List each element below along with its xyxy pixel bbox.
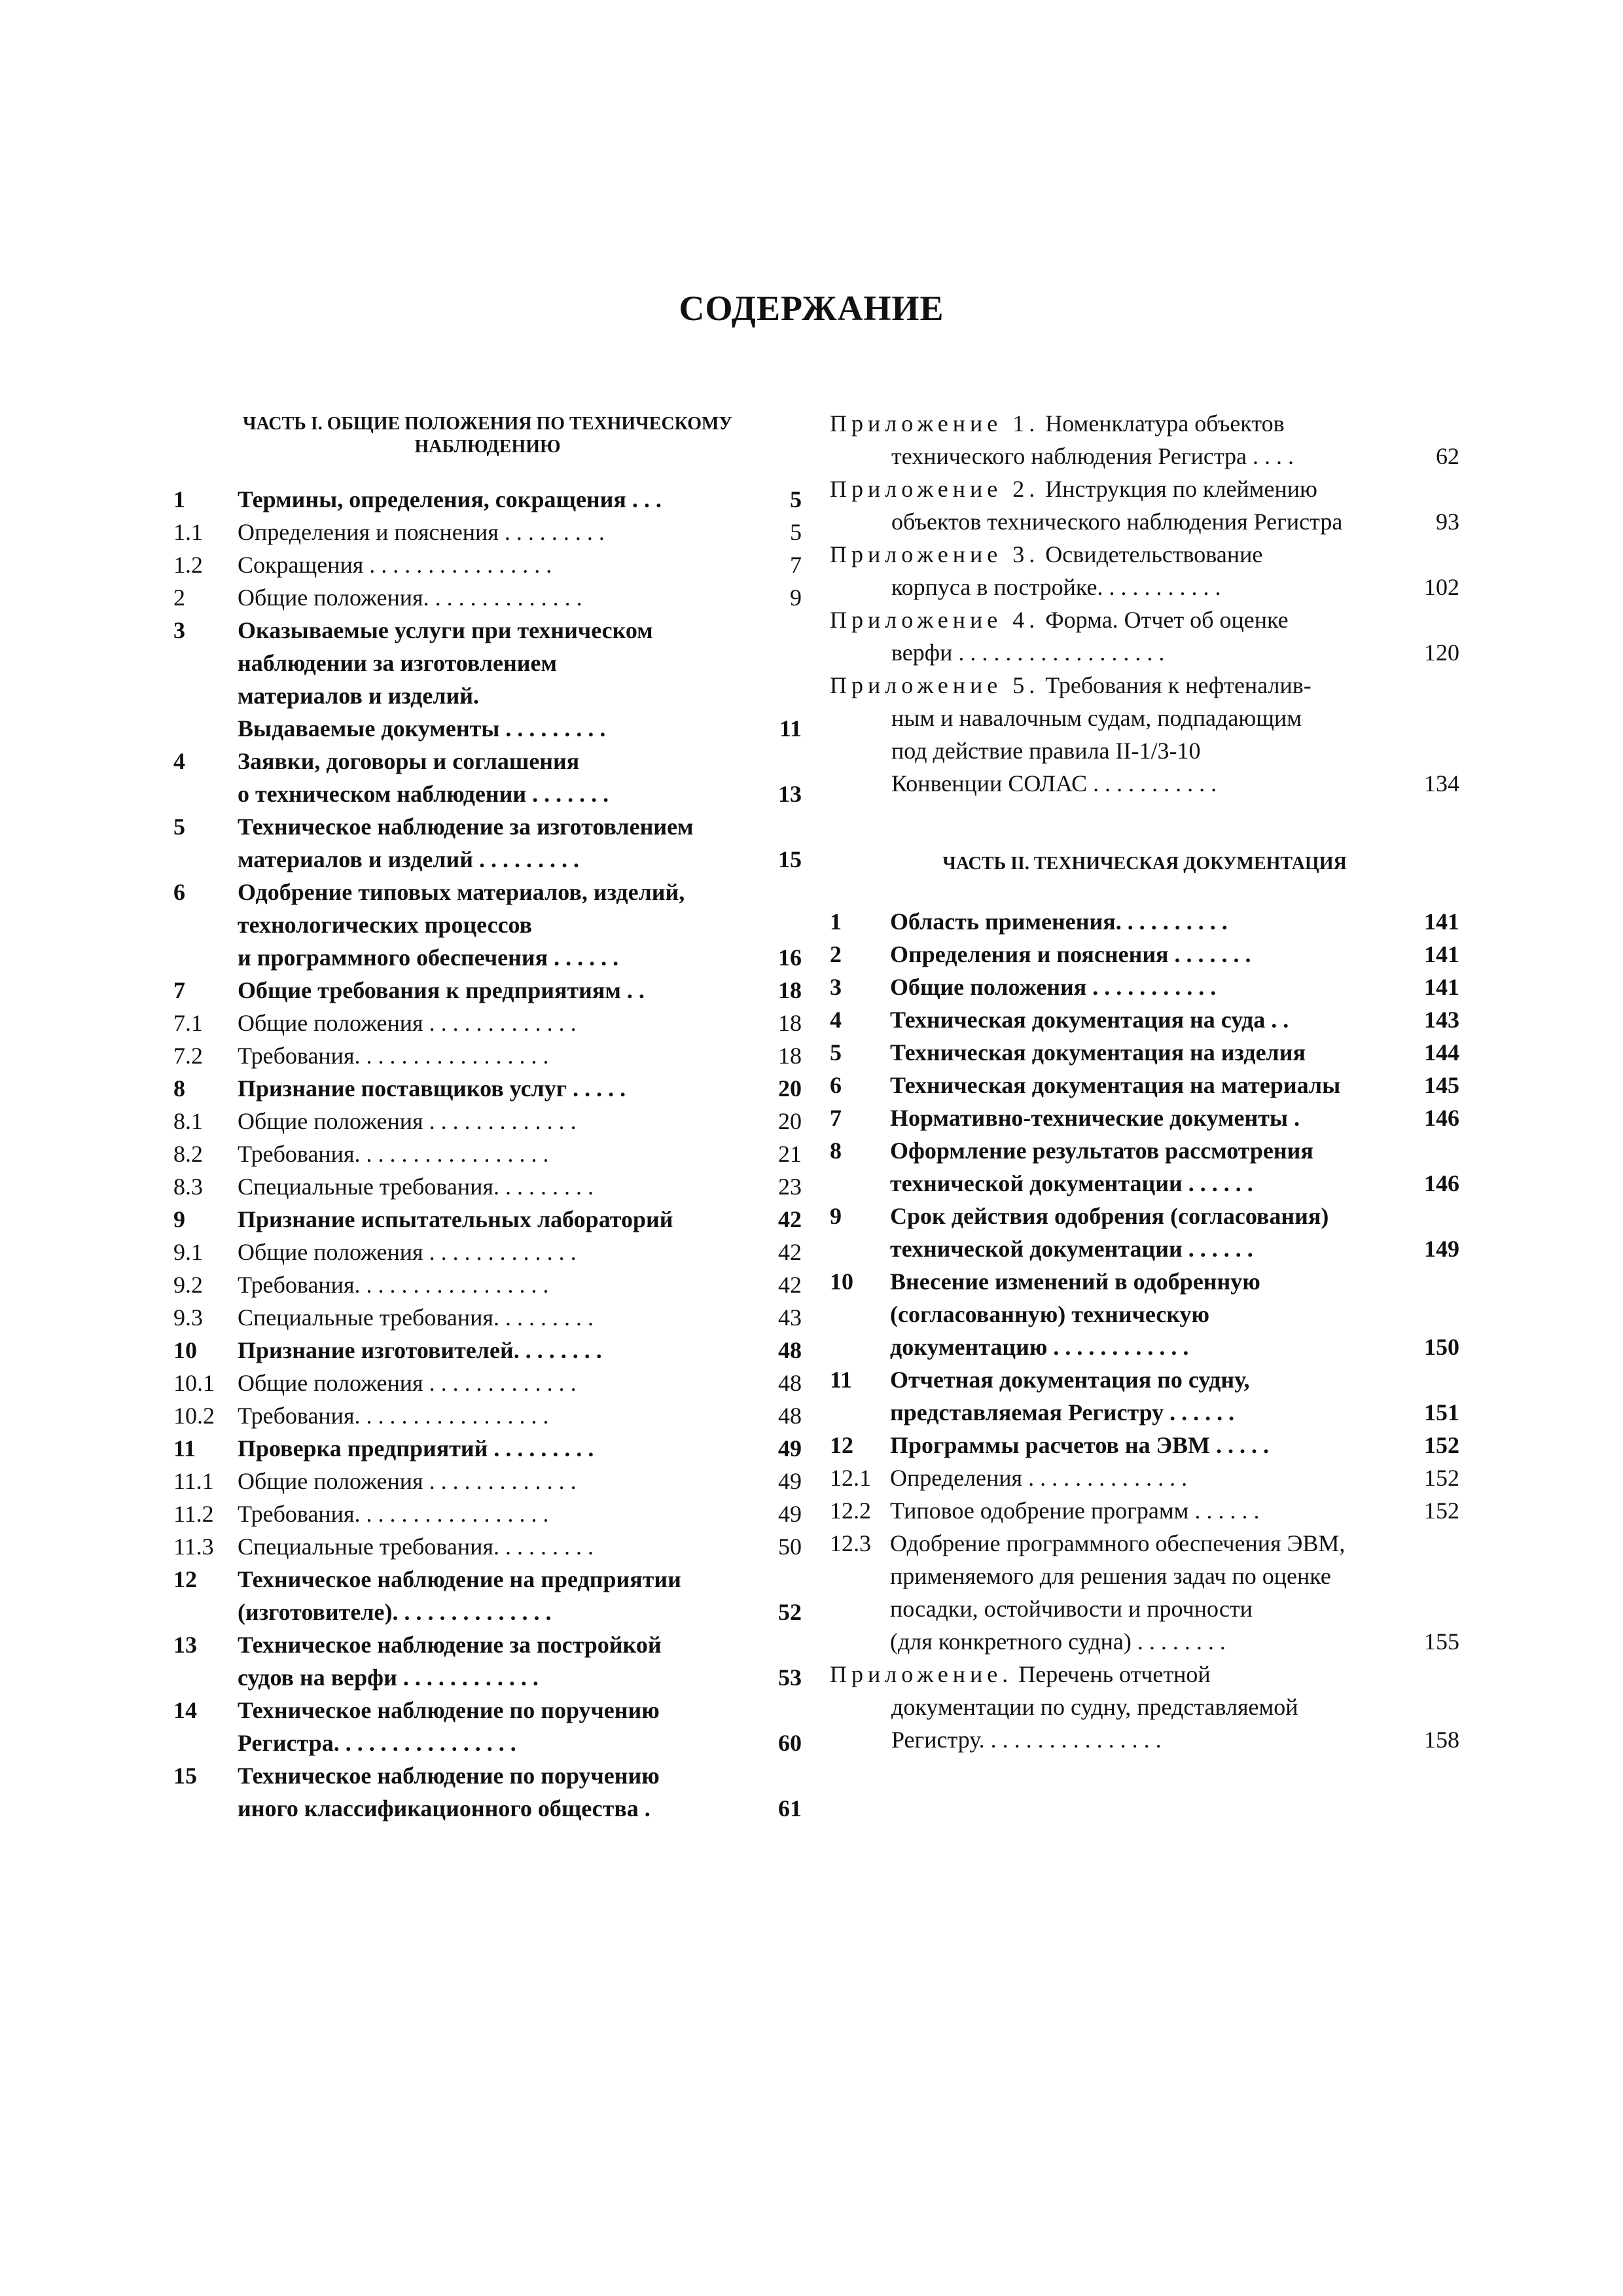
- toc-entry: [830, 1069, 1459, 1102]
- page-number: 62: [1436, 443, 1459, 469]
- section-number: 9.2: [173, 1272, 203, 1298]
- section-title: [238, 1399, 802, 1432]
- toc-column-right: [830, 407, 1459, 1756]
- section-title: [238, 614, 802, 745]
- section-number: 8.1: [173, 1108, 203, 1134]
- section-title-line: Техническое наблюдение по поручению: [238, 1697, 660, 1723]
- page-number: 42: [778, 1272, 802, 1298]
- appendix-title-line: документации по судну, представляемой: [891, 1694, 1298, 1720]
- appendix-title-line: объектов технического наблюдения Регистра: [891, 509, 1343, 535]
- toc-entry: [173, 1628, 802, 1694]
- appendix-first-line: [830, 473, 1459, 505]
- section-title-line: Техническая документация на изделия: [890, 1039, 1306, 1066]
- appendix-label: Приложение 5.: [830, 672, 1040, 698]
- page-number: 155: [1424, 1628, 1459, 1655]
- section-title-line: Определения и пояснения . . . . . . . . .: [238, 519, 605, 545]
- page-number: 48: [778, 1403, 802, 1429]
- section-number: 12: [830, 1432, 853, 1458]
- toc-entry: [173, 516, 802, 548]
- toc-entry: [173, 1694, 802, 1759]
- section-title-line: Требования. . . . . . . . . . . . . . . . .: [238, 1141, 549, 1167]
- toc-entry: [173, 1072, 802, 1105]
- section-number: 12.1: [830, 1465, 871, 1491]
- appendix-title: Требования к нефтеналив-: [1045, 672, 1311, 698]
- section-title-line: (согласованную) техническую: [890, 1301, 1210, 1327]
- appendix-title-line: под действие правила II-1/3-10: [891, 738, 1201, 764]
- section-title: [238, 1039, 802, 1072]
- toc-entry: [173, 1498, 802, 1530]
- section-number: 12.2: [830, 1498, 871, 1524]
- section-number: 4: [173, 748, 185, 774]
- section-title: [238, 548, 802, 581]
- appendix-first-line: [830, 669, 1459, 702]
- page-number: 18: [778, 1043, 802, 1069]
- page-number: 152: [1424, 1432, 1459, 1458]
- section-number: 9: [173, 1206, 185, 1232]
- section-number: 10: [173, 1337, 197, 1363]
- section-number: 10.1: [173, 1370, 215, 1396]
- section-title: [890, 1527, 1459, 1658]
- section-number: 7: [830, 1105, 842, 1131]
- section-title: [238, 1236, 802, 1268]
- section-title-line: Общие положения. . . . . . . . . . . . . .: [238, 584, 582, 611]
- section-title: [238, 1759, 802, 1825]
- appendix-list: [830, 407, 1459, 800]
- toc-entry: [173, 745, 802, 810]
- section-title: [890, 1069, 1459, 1102]
- appendix-label: Приложение 2.: [830, 476, 1040, 502]
- section-title-line: Определения . . . . . . . . . . . . . .: [890, 1465, 1188, 1491]
- page-number: 52: [778, 1599, 802, 1625]
- toc-entry: [173, 1236, 802, 1268]
- page-number: 60: [778, 1730, 802, 1756]
- toc-entry: [173, 1301, 802, 1334]
- section-number: 11: [830, 1367, 853, 1393]
- toc-entry: [830, 971, 1459, 1003]
- page-number: 48: [778, 1370, 802, 1396]
- section-title-line: Внесение изменений в одобренную: [890, 1268, 1260, 1295]
- section-title: [890, 905, 1459, 938]
- section-number: 15: [173, 1763, 197, 1789]
- section-title-line: Одобрение типовых материалов, изделий,: [238, 879, 685, 905]
- section-title: [238, 1170, 802, 1203]
- toc-entry: [173, 1367, 802, 1399]
- toc-entry: [830, 905, 1459, 938]
- page-number: 43: [778, 1304, 802, 1331]
- appendix-title-line: верфи . . . . . . . . . . . . . . . . . .: [891, 639, 1165, 666]
- section-title-line: Программы расчетов на ЭВМ . . . . .: [890, 1432, 1270, 1458]
- toc-entry: [173, 876, 802, 974]
- section-title-line: материалов и изделий . . . . . . . . .: [238, 846, 579, 872]
- page-number: 53: [778, 1664, 802, 1691]
- page-number: 141: [1424, 974, 1459, 1000]
- section-title-line: Общие положения . . . . . . . . . . . . .: [238, 1468, 577, 1494]
- section-title-line: (для конкретного судна) . . . . . . . .: [890, 1628, 1226, 1655]
- section-title: [890, 1494, 1459, 1527]
- section-title: [890, 1134, 1459, 1200]
- section-title-line: судов на верфи . . . . . . . . . . . .: [238, 1664, 539, 1691]
- page-number: 50: [778, 1534, 802, 1560]
- section-title-line: Техническое наблюдение за постройкой: [238, 1632, 662, 1658]
- appendix-entry: [830, 669, 1459, 800]
- section-title-line: Общие положения . . . . . . . . . . . . .: [238, 1370, 577, 1396]
- section-title-line: наблюдении за изготовлением: [238, 650, 558, 676]
- page-number: 149: [1424, 1236, 1459, 1262]
- section-title-line: посадки, остойчивости и прочности: [890, 1596, 1253, 1622]
- section-title: [238, 1432, 802, 1465]
- section-number: 7: [173, 977, 185, 1003]
- section-title-line: Общие положения . . . . . . . . . . .: [890, 974, 1217, 1000]
- page-number: 5: [790, 486, 802, 512]
- toc-entry: [173, 1105, 802, 1138]
- section-title: [238, 745, 802, 810]
- page-number: 141: [1424, 908, 1459, 935]
- section-title-line: Регистра. . . . . . . . . . . . . . . .: [238, 1730, 516, 1756]
- section-title-line: Техническая документация на материалы: [890, 1072, 1341, 1098]
- section-title: [238, 1138, 802, 1170]
- appendix-title-line: Регистру. . . . . . . . . . . . . . . .: [891, 1727, 1162, 1753]
- section-title-line: Требования. . . . . . . . . . . . . . . . .: [238, 1403, 549, 1429]
- part-1-heading: [173, 412, 802, 458]
- section-number: 1: [173, 486, 185, 512]
- toc-entry: [830, 1527, 1459, 1658]
- section-number: 13: [173, 1632, 197, 1658]
- toc-entry: [173, 1530, 802, 1563]
- toc-entry: [173, 1039, 802, 1072]
- part-2-heading: ЧАСТЬ II. ТЕХНИЧЕСКАЯ ДОКУМЕНТАЦИЯ: [942, 853, 1347, 874]
- section-title-line: Термины, определения, сокращения . . .: [238, 486, 662, 512]
- section-title: [890, 1429, 1459, 1462]
- section-title: [890, 1200, 1459, 1265]
- section-number: 1.1: [173, 519, 203, 545]
- page-number: 18: [778, 977, 802, 1003]
- toc-entry: [173, 1399, 802, 1432]
- appendix-title: Перечень отчетной: [1018, 1661, 1211, 1687]
- section-number: 4: [830, 1007, 842, 1033]
- toc-entry: [173, 1759, 802, 1825]
- toc-entry: [173, 1563, 802, 1628]
- section-title: [890, 1102, 1459, 1134]
- section-title-line: Оказываемые услуги при техническом: [238, 617, 653, 643]
- section-title-line: Специальные требования. . . . . . . . .: [238, 1304, 594, 1331]
- page-number: 7: [790, 552, 802, 578]
- page-number: 102: [1424, 574, 1459, 600]
- section-title-line: Техническое наблюдение на предприятии: [238, 1566, 681, 1592]
- part-1-heading-line: НАБЛЮДЕНИЮ: [414, 437, 561, 457]
- appendix-first-line: [830, 538, 1459, 571]
- section-title-line: технологических процессов: [238, 912, 533, 938]
- page-number: 18: [778, 1010, 802, 1036]
- section-title-line: Общие положения . . . . . . . . . . . . .: [238, 1108, 577, 1134]
- section-title-line: Требования. . . . . . . . . . . . . . . . .: [238, 1272, 549, 1298]
- toc-entry: [830, 1134, 1459, 1200]
- page-number: 20: [778, 1075, 802, 1102]
- section-number: 6: [173, 879, 185, 905]
- section-number: 3: [173, 617, 185, 643]
- toc-entry: [830, 1003, 1459, 1036]
- section-title: [238, 1530, 802, 1563]
- toc-entry: [830, 1363, 1459, 1429]
- section-number: 10: [830, 1268, 853, 1295]
- section-title-line: Срок действия одобрения (согласования): [890, 1203, 1329, 1229]
- page-number: 20: [778, 1108, 802, 1134]
- section-title-line: Одобрение программного обеспечения ЭВМ,: [890, 1530, 1346, 1556]
- section-number: 9.1: [173, 1239, 203, 1265]
- page-number: 93: [1436, 509, 1459, 535]
- section-number: 11.1: [173, 1468, 214, 1494]
- section-title: [238, 1072, 802, 1105]
- section-number: 11.2: [173, 1501, 214, 1527]
- page-number: 5: [790, 519, 802, 545]
- appendix-label: Приложение 1.: [830, 410, 1040, 437]
- toc-entry: [830, 938, 1459, 971]
- page-number: 49: [778, 1501, 802, 1527]
- toc-entry: [173, 548, 802, 581]
- appendix-label: Приложение 3.: [830, 541, 1040, 567]
- page-number: 152: [1424, 1498, 1459, 1524]
- toc-entry: [173, 1138, 802, 1170]
- appendix-title-line: ным и навалочным судам, подпадающим: [891, 705, 1302, 731]
- section-title-line: материалов и изделий.: [238, 683, 479, 709]
- page-number: 146: [1424, 1105, 1459, 1131]
- section-title-line: Типовое одобрение программ . . . . . .: [890, 1498, 1260, 1524]
- section-number: 1: [830, 908, 842, 935]
- section-title: [238, 1334, 802, 1367]
- section-title-line: Нормативно-технические документы .: [890, 1105, 1300, 1131]
- appendix-title: Номенклатура объектов: [1045, 410, 1285, 437]
- section-title: [890, 1003, 1459, 1036]
- section-title-line: Признание поставщиков услуг . . . . .: [238, 1075, 626, 1102]
- toc-entry: [830, 1200, 1459, 1265]
- appendix-entry: [830, 603, 1459, 669]
- section-title: [238, 483, 802, 516]
- toc-entry: [830, 1494, 1459, 1527]
- section-title: [238, 1563, 802, 1628]
- section-title-line: Техническая документация на суда . .: [890, 1007, 1289, 1033]
- section-title: [890, 971, 1459, 1003]
- section-number: 2: [830, 941, 842, 967]
- section-title-line: документацию . . . . . . . . . . . .: [890, 1334, 1189, 1360]
- page-number: 151: [1424, 1399, 1459, 1426]
- page-number: 49: [778, 1435, 802, 1462]
- section-title-line: (изготовителе). . . . . . . . . . . . . .: [238, 1599, 552, 1625]
- section-number: 3: [830, 974, 842, 1000]
- section-title-line: Признание изготовителей. . . . . . . .: [238, 1337, 602, 1363]
- section-number: 1.2: [173, 552, 203, 578]
- section-title-line: о техническом наблюдении . . . . . . .: [238, 781, 609, 807]
- section-number: 7.2: [173, 1043, 203, 1069]
- section-title-line: Заявки, договоры и соглашения: [238, 748, 580, 774]
- section-title: [238, 516, 802, 548]
- toc-entry: [173, 1334, 802, 1367]
- section-number: 5: [173, 814, 185, 840]
- section-title: [238, 1465, 802, 1498]
- page-number: 42: [778, 1239, 802, 1265]
- section-title-line: иного классификационного общества .: [238, 1795, 651, 1821]
- toc-entry: [830, 1102, 1459, 1134]
- toc-entry: [173, 1170, 802, 1203]
- toc-entry: [830, 1036, 1459, 1069]
- section-number: 9: [830, 1203, 842, 1229]
- section-title-line: Определения и пояснения . . . . . . .: [890, 941, 1251, 967]
- section-title: [238, 581, 802, 614]
- appendix-entry: [830, 473, 1459, 538]
- section-title: [238, 876, 802, 974]
- page-number: 144: [1424, 1039, 1459, 1066]
- section-number: 2: [173, 584, 185, 611]
- appendix-entry: [830, 538, 1459, 603]
- section-title-line: Требования. . . . . . . . . . . . . . . . .: [238, 1501, 549, 1527]
- section-title-line: Требования. . . . . . . . . . . . . . . . .: [238, 1043, 549, 1069]
- page-number: 15: [778, 846, 802, 872]
- section-number: 5: [830, 1039, 842, 1066]
- toc-entry: [173, 1432, 802, 1465]
- toc-entry: [173, 614, 802, 745]
- section-number: 14: [173, 1697, 197, 1723]
- section-title: [890, 1363, 1459, 1429]
- page-number: 9: [790, 584, 802, 611]
- appendix-title-line: корпуса в постройке. . . . . . . . . . .: [891, 574, 1221, 600]
- section-number: 8.3: [173, 1174, 203, 1200]
- section-title-line: Специальные требования. . . . . . . . .: [238, 1534, 594, 1560]
- section-title: [238, 1203, 802, 1236]
- page-number: 158: [1424, 1727, 1459, 1753]
- page-number: 42: [778, 1206, 802, 1232]
- section-title: [890, 1036, 1459, 1069]
- section-title: [238, 1498, 802, 1530]
- section-title: [238, 1628, 802, 1694]
- section-title: [238, 1694, 802, 1759]
- section-number: 8: [830, 1138, 842, 1164]
- page-number: 49: [778, 1468, 802, 1494]
- section-title-line: Область применения. . . . . . . . . .: [890, 908, 1228, 935]
- part-1-entries: [173, 483, 802, 1825]
- section-title-line: Техническое наблюдение по поручению: [238, 1763, 660, 1789]
- section-title: [238, 1105, 802, 1138]
- section-title-line: Специальные требования. . . . . . . . .: [238, 1174, 594, 1200]
- appendix-title: Инструкция по клеймению: [1045, 476, 1317, 502]
- appendix-first-line: [830, 1658, 1459, 1691]
- section-title-line: Техническое наблюдение за изготовлением: [238, 814, 694, 840]
- toc-entry: [173, 1007, 802, 1039]
- appendix-title: Форма. Отчет об оценке: [1045, 607, 1289, 633]
- toc-entry: [173, 810, 802, 876]
- section-number: 6: [830, 1072, 842, 1098]
- section-title-line: Общие требования к предприятиям . .: [238, 977, 645, 1003]
- section-number: 10.2: [173, 1403, 215, 1429]
- page-number: 23: [778, 1174, 802, 1200]
- page-number: 21: [778, 1141, 802, 1167]
- section-number: 12.3: [830, 1530, 871, 1556]
- page-number: 48: [778, 1337, 802, 1363]
- section-title-line: Сокращения . . . . . . . . . . . . . . . .: [238, 552, 552, 578]
- section-title-line: Выдаваемые документы . . . . . . . . .: [238, 715, 606, 742]
- section-title-line: и программного обеспечения . . . . . .: [238, 944, 619, 971]
- appendix-first-line: [830, 603, 1459, 636]
- section-title-line: представляемая Регистру . . . . . .: [890, 1399, 1235, 1426]
- page-number: 16: [778, 944, 802, 971]
- section-title-line: применяемого для решения задач по оценке: [890, 1563, 1331, 1589]
- page-number: 13: [778, 781, 802, 807]
- section-number: 9.3: [173, 1304, 203, 1331]
- section-number: 8.2: [173, 1141, 203, 1167]
- toc-entry: [173, 1268, 802, 1301]
- toc-entry: [173, 483, 802, 516]
- part-1-heading-line: ЧАСТЬ I. ОБЩИЕ ПОЛОЖЕНИЯ ПО ТЕХНИЧЕСКОМУ: [243, 414, 732, 434]
- page-number: 120: [1424, 639, 1459, 666]
- section-title-line: Общие положения . . . . . . . . . . . . .: [238, 1010, 577, 1036]
- toc-entry: [830, 1265, 1459, 1363]
- appendix-label: Приложение.: [830, 1661, 1013, 1687]
- section-title: [238, 1301, 802, 1334]
- section-title: [238, 1367, 802, 1399]
- toc-entry: [830, 1462, 1459, 1494]
- section-title-line: технической документации . . . . . .: [890, 1170, 1253, 1196]
- page-number: 11: [779, 715, 802, 742]
- toc-entry: [830, 1429, 1459, 1462]
- page-number: 146: [1424, 1170, 1459, 1196]
- appendix-title: Освидетельствование: [1045, 541, 1263, 567]
- page-number: 134: [1424, 770, 1459, 797]
- appendix-label: Приложение 4.: [830, 607, 1040, 633]
- section-title: [238, 1268, 802, 1301]
- section-title: [890, 1462, 1459, 1494]
- section-number: 12: [173, 1566, 197, 1592]
- section-number: 11: [173, 1435, 196, 1462]
- toc-entry: [173, 1203, 802, 1236]
- section-number: 11.3: [173, 1534, 214, 1560]
- section-title: [238, 1007, 802, 1039]
- section-title-line: Общие положения . . . . . . . . . . . . .: [238, 1239, 577, 1265]
- section-number: 8: [173, 1075, 185, 1102]
- toc-column-left: [173, 412, 802, 1825]
- final-appendix: [830, 1658, 1459, 1756]
- section-title-line: технической документации . . . . . .: [890, 1236, 1253, 1262]
- page-number: 143: [1424, 1007, 1459, 1033]
- section-title: [238, 974, 802, 1007]
- page-number: 61: [778, 1795, 802, 1821]
- section-title-line: Признание испытательных лабораторий: [238, 1206, 673, 1232]
- toc-entry: [173, 1465, 802, 1498]
- part-2-entries: [830, 905, 1459, 1658]
- section-title: [238, 810, 802, 876]
- appendix-first-line: [830, 407, 1459, 440]
- toc-entry: [173, 581, 802, 614]
- section-title-line: Проверка предприятий . . . . . . . . .: [238, 1435, 594, 1462]
- toc-entry: [173, 974, 802, 1007]
- page-number: 141: [1424, 941, 1459, 967]
- section-title-line: Отчетная документация по судну,: [890, 1367, 1250, 1393]
- appendix-entry: [830, 407, 1459, 473]
- appendix-title-line: Конвенции СОЛАС . . . . . . . . . . .: [891, 770, 1217, 797]
- section-title: [890, 938, 1459, 971]
- page-number: 145: [1424, 1072, 1459, 1098]
- appendix-title-line: технического наблюдения Регистра . . . .: [891, 443, 1294, 469]
- section-number: 7.1: [173, 1010, 203, 1036]
- page-number: 150: [1424, 1334, 1459, 1360]
- appendix-entry: [830, 1658, 1459, 1756]
- page-number: 152: [1424, 1465, 1459, 1491]
- section-title-line: Оформление результатов рассмотрения: [890, 1138, 1313, 1164]
- page-title: СОДЕРЖАНИЕ: [679, 289, 944, 328]
- section-title: [890, 1265, 1459, 1363]
